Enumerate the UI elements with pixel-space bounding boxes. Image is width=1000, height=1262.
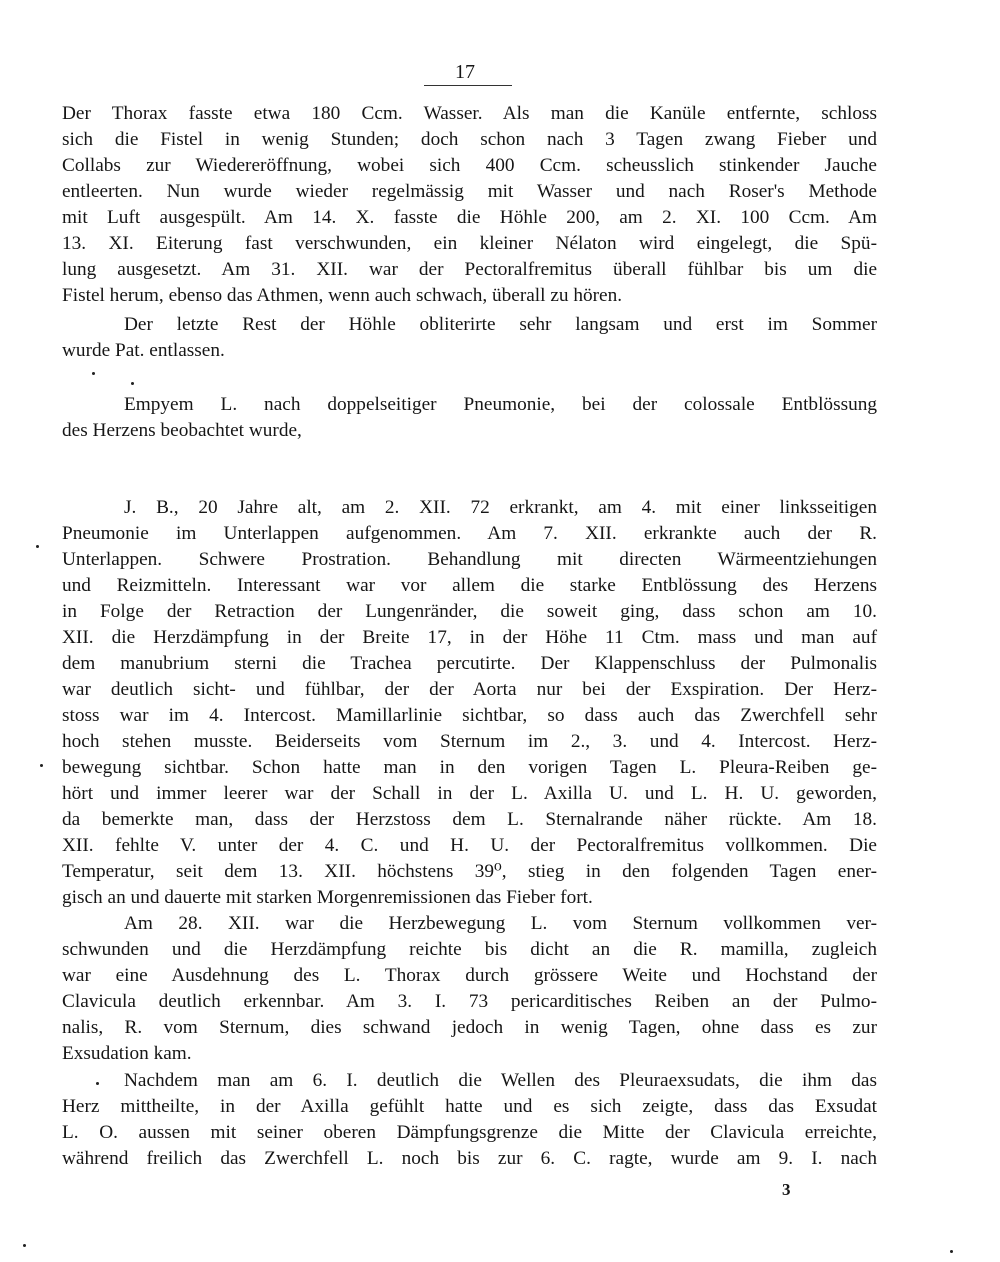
text-line: XII. die Herzdämpfung in der Breite 17, in der Höhe 11 Ctm. mass und man auf bbox=[62, 627, 877, 648]
page-number: 17 bbox=[455, 61, 475, 83]
text-line: da bemerkte man, dass der Herzstoss dem L. Sternalrande näher rückte. Am 18. bbox=[62, 809, 877, 830]
case-heading bbox=[62, 392, 877, 444]
paragraph-exsudate bbox=[62, 1068, 877, 1172]
text-line: hoch stehen musste. Beiderseits vom Sternum im 2., 3. und 4. Intercost. Herz- bbox=[62, 731, 877, 752]
text-line: nalis, R. vom Sternum, dies schwand jedoch in wenig Tagen, ohne dass es zur bbox=[62, 1017, 877, 1038]
text-line: während freilich das Zwerchfell L. noch bis zur 6. C. ragte, wurde am 9. I. nach bbox=[62, 1148, 877, 1169]
text-line: bewegung sichtbar. Schon hatte man in den vorigen Tagen L. Pleura-Reiben ge- bbox=[62, 757, 877, 778]
text-line: Temperatur, seit dem 13. XII. höchstens 39⁰, stieg in den folgenden Tagen ener- bbox=[62, 861, 877, 882]
text-line: hört und immer leerer war der Schall in der L. Axilla U. und L. H. U. geworden, bbox=[62, 783, 877, 804]
paragraph-case-history bbox=[62, 495, 877, 911]
paragraph-pericarditis bbox=[62, 911, 877, 1067]
text-line: Herz mittheilte, in der Axilla gefühlt hatte und es sich zeigte, dass das Exsudat bbox=[62, 1096, 877, 1117]
text-line: 13. XI. Eiterung fast verschwunden, ein kleiner Nélaton wird eingelegt, die Spü- bbox=[62, 233, 877, 254]
text-line: entleerten. Nun wurde wieder regelmässig mit Wasser und nach Roser's Methode bbox=[62, 181, 877, 202]
text-line: Der Thorax fasste etwa 180 Ccm. Wasser. Als man die Kanüle entfernte, schloss bbox=[62, 103, 877, 124]
text-line: und Reizmitteln. Interessant war vor allem die starke Entblössung des Herzens bbox=[62, 575, 877, 596]
scan-speck bbox=[92, 372, 95, 375]
text-line: Der letzte Rest der Höhle obliterirte sehr langsam und erst im Sommer bbox=[124, 314, 877, 335]
text-line: schwunden und die Herzdämpfung reichte bis dicht an die R. mamilla, zugleich bbox=[62, 939, 877, 960]
scan-speck bbox=[131, 382, 134, 385]
text-line: Unterlappen. Schwere Prostration. Behandlung mit directen Wärmeentziehungen bbox=[62, 549, 877, 570]
paragraph-case-continuation bbox=[62, 101, 877, 309]
scan-speck bbox=[23, 1244, 26, 1247]
text-line: war deutlich sicht- und fühlbar, der der Aorta nur bei der Exspiration. Der Herz- bbox=[62, 679, 877, 700]
text-line: war eine Ausdehnung des L. Thorax durch grössere Weite und Hochstand der bbox=[62, 965, 877, 986]
text-line: dem manubrium sterni die Trachea percutirte. Der Klappenschluss der Pulmonalis bbox=[62, 653, 877, 674]
text-line: Clavicula deutlich erkennbar. Am 3. I. 73 pericarditisches Reiben an der Pulmo- bbox=[62, 991, 877, 1012]
text-line: Collabs zur Wiedereröffnung, wobei sich 400 Ccm. scheusslich stinkender Jauche bbox=[62, 155, 877, 176]
text-line: Pneumonie im Unterlappen aufgenommen. Am 7. XII. erkrankte auch der R. bbox=[62, 523, 877, 544]
text-line: stoss war im 4. Intercost. Mamillarlinie sichtbar, so dass auch das Zwerchfell sehr bbox=[62, 705, 877, 726]
scan-speck bbox=[96, 1082, 99, 1085]
text-line: mit Luft ausgespült. Am 14. X. fasste die Höhle 200, am 2. XI. 100 Ccm. Am bbox=[62, 207, 877, 228]
text-line: L. O. aussen mit seiner oberen Dämpfungsgrenze die Mitte der Clavicula erreichte, bbox=[62, 1122, 877, 1143]
text-line: Exsudation kam. bbox=[62, 1043, 192, 1064]
text-line: Empyem L. nach doppelseitiger Pneumonie, bei der colossale Entblössung bbox=[124, 394, 877, 415]
text-line: Fistel herum, ebenso das Athmen, wenn auch schwach, überall zu hören. bbox=[62, 285, 623, 306]
scan-speck bbox=[40, 764, 43, 767]
text-line: sich die Fistel in wenig Stunden; doch schon nach 3 Tagen zwang Fieber und bbox=[62, 129, 877, 150]
text-line: Nachdem man am 6. I. deutlich die Wellen des Pleuraexsudats, die ihm das bbox=[124, 1070, 877, 1091]
scan-speck bbox=[950, 1250, 953, 1253]
text-line: J. B., 20 Jahre alt, am 2. XII. 72 erkrankt, am 4. mit einer linksseitigen bbox=[124, 497, 877, 518]
scan-speck bbox=[36, 545, 39, 548]
header-rule bbox=[424, 85, 512, 86]
text-line: des Herzens beobachtet wurde, bbox=[62, 420, 302, 441]
signature-mark: 3 bbox=[782, 1180, 791, 1199]
text-line: Am 28. XII. war die Herzbewegung L. vom Sternum vollkommen ver- bbox=[124, 913, 877, 934]
text-line: in Folge der Retraction der Lungenränder, die soweit ging, dass schon am 10. bbox=[62, 601, 877, 622]
text-line: wurde Pat. entlassen. bbox=[62, 340, 225, 361]
text-line: XII. fehlte V. unter der 4. C. und H. U. der Pectoralfremitus vollkommen. Die bbox=[62, 835, 877, 856]
text-line: lung ausgesetzt. Am 31. XII. war der Pectoralfremitus überall fühlbar bis um die bbox=[62, 259, 877, 280]
text-line: gisch an und dauerte mit starken Morgenremissionen das Fieber fort. bbox=[62, 887, 593, 908]
paragraph-discharge bbox=[62, 312, 877, 364]
